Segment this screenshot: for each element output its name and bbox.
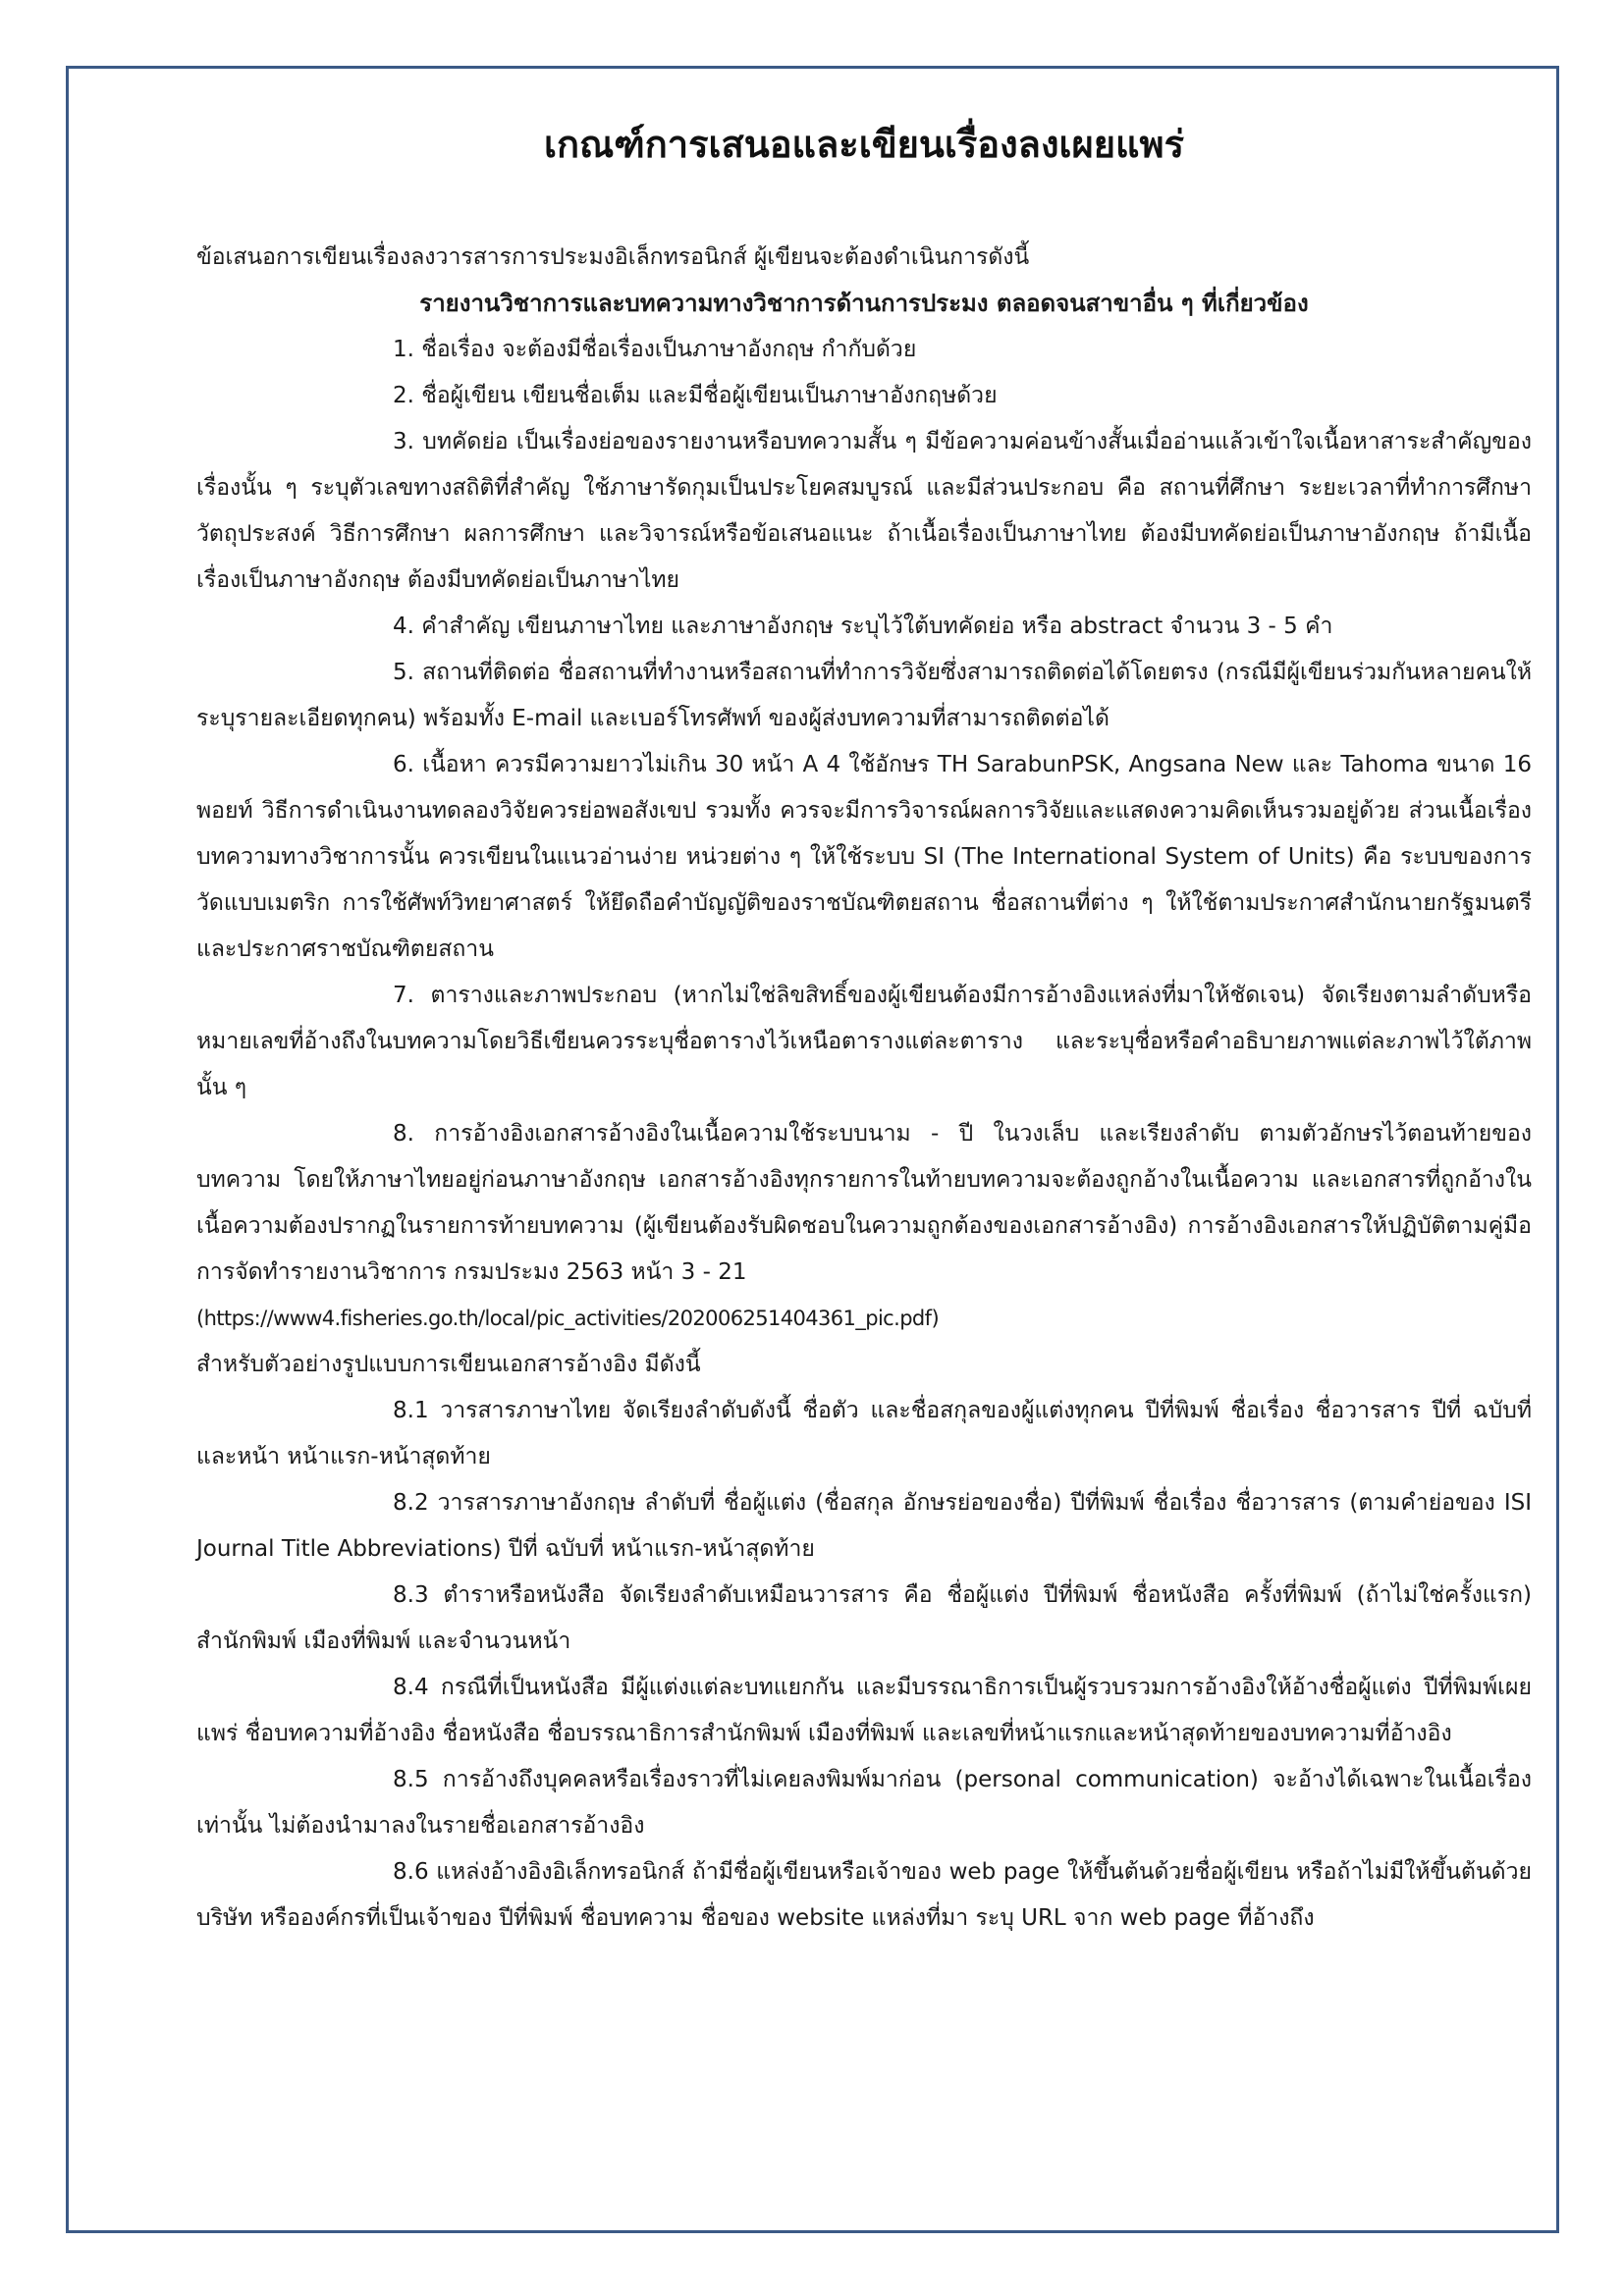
subitem-8-6: 8.6 แหล่งอ้างอิงอิเล็กทรอนิกส์ ถ้ามีชื่อผู้เขียนหรือเจ้าของ web page ให้ขึ้นต้นด้วยชื่อผู้เขียน หรือถ้าไม่มีให้ขึ้นต้นด้วยบริษัท หรือองค์กรที่เป็นเจ้าของ ปีที่พิมพ์ ชื่อบทความ ชื่อของ website แหล่งที่มา ระบุ URL จาก web page ที่อ้างถึง xyxy=(196,1859,1532,1931)
item-2: 2. ชื่อผู้เขียน เขียนชื่อเต็ม และมีชื่อผู้เขียนเป็นภาษาอังกฤษด้วย xyxy=(393,383,998,408)
item-3: 3. บทคัดย่อ เป็นเรื่องย่อของรายงานหรือบทความสั้น ๆ มีข้อความค่อนข้างสั้นเมื่ออ่านแล้วเข้าใจเนื้อหาสาระสำคัญของเรื่องนั้น ๆ ระบุตัวเลขทางสถิติที่สำคัญ ใช้ภาษารัดกุมเป็นประโยคสมบูรณ์ และมีส่วนประกอบ คือ สถานที่ศึกษา ระยะเวลาที่ทำการศึกษา วัตถุประสงค์ วิธีการศึกษา ผลการศึกษา และวิจารณ์หรือข้อเสนอแนะ ถ้าเนื้อเรื่องเป็นภาษาไทย ต้องมีบทคัดย่อเป็นภาษาอังกฤษ ถ้ามีเนื้อเรื่องเป็นภาษาอังกฤษ ต้องมีบทคัดย่อเป็นภาษาไทย xyxy=(196,429,1532,593)
examples-intro: สำหรับตัวอย่างรูปแบบการเขียนเอกสารอ้างอิง มีดังนี้ xyxy=(196,1352,701,1377)
item-1: 1. ชื่อเรื่อง จะต้องมีชื่อเรื่องเป็นภาษาอังกฤษ กำกับด้วย xyxy=(393,337,917,362)
intro-paragraph: ข้อเสนอการเขียนเรื่องลงวารสารการประมงอิเล็กทรอนิกส์ ผู้เขียนจะต้องดำเนินการดังนี้ xyxy=(196,244,1030,270)
page-title: เกณฑ์การเสนอและเขียนเรื่องลงเผยแพร่ xyxy=(543,123,1184,166)
item-7: 7. ตารางและภาพประกอบ (หากไม่ใช่ลิขสิทธิ์ของผู้เขียนต้องมีการอ้างอิงแหล่งที่มาให้ชัดเจน) จัดเรียงตามลำดับหรือหมายเลขที่อ้างถึงในบทความโดยวิธีเขียนควรระบุชื่อตารางไว้เหนือตารางแต่ละตาราง และระบุชื่อหรือคำอธิบายภาพแต่ละภาพไว้ใต้ภาพนั้น ๆ xyxy=(196,983,1532,1100)
item-6: 6. เนื้อหา ควรมีความยาวไม่เกิน 30 หน้า A 4 ใช้อักษร TH SarabunPSK, Angsana New และ Tahoma ขนาด 16 พอยท์ วิธีการดำเนินงานทดลองวิจัยควรย่อพอสังเขป รวมทั้ง ควรจะมีการวิจารณ์ผลการวิจัยและแสดงความคิดเห็นรวมอยู่ด้วย ส่วนเนื้อเรื่องบทความทางวิชาการนั้น ควรเขียนในแนวอ่านง่าย หน่วยต่าง ๆ ให้ใช้ระบบ SI (The International System of Units) คือ ระบบของการวัดแบบเมตริก การใช้ศัพท์วิทยาศาสตร์ ให้ยึดถือคำบัญญัติของราชบัณฑิตยสถาน ชื่อสถานที่ต่าง ๆ ให้ใช้ตามประกาศสำนักนายกรัฐมนตรีและประกาศราชบัณฑิตยสถาน xyxy=(196,752,1532,962)
subitem-8-5: 8.5 การอ้างถึงบุคคลหรือเรื่องราวที่ไม่เคยลงพิมพ์มาก่อน (personal communication) จะอ้างได้เฉพาะในเนื้อเรื่องเท่านั้น ไม่ต้องนำมาลงในรายชื่อเอกสารอ้างอิง xyxy=(196,1767,1532,1839)
subitem-8-3: 8.3 ตำราหรือหนังสือ จัดเรียงลำดับเหมือนวารสาร คือ ชื่อผู้แต่ง ปีที่พิมพ์ ชื่อหนังสือ ครั้งที่พิมพ์ (ถ้าไม่ใช่ครั้งแรก) สำนักพิมพ์ เมืองที่พิมพ์ และจำนวนหน้า xyxy=(196,1582,1532,1654)
reference-url: (https://www4.fisheries.go.th/local/pic_activities/202006251404361_pic.pdf) xyxy=(196,1307,940,1330)
item-5: 5. สถานที่ติดต่อ ชื่อสถานที่ทำงานหรือสถานที่ทำการวิจัยซึ่งสามารถติดต่อได้โดยตรง (กรณีมีผู้เขียนร่วมกันหลายคนให้ระบุรายละเอียดทุกคน) พร้อมทั้ง E-mail และเบอร์โทรศัพท์ ของผู้ส่งบทความที่สามารถติดต่อได้ xyxy=(196,660,1532,731)
subitem-8-1: 8.1 วารสารภาษาไทย จัดเรียงลำดับดังนี้ ชื่อตัว และชื่อสกุลของผู้แต่งทุกคน ปีที่พิมพ์ ชื่อเรื่อง ชื่อวารสาร ปีที่ ฉบับที่ และหน้า หน้าแรก-หน้าสุดท้าย xyxy=(196,1398,1532,1469)
subitem-8-2: 8.2 วารสารภาษาอังกฤษ ลำดับที่ ชื่อผู้แต่ง (ชื่อสกุล อักษรย่อของชื่อ) ปีที่พิมพ์ ชื่อเรื่อง ชื่อวารสาร (ตามคำย่อของ ISI Journal Title Abbreviations) ปีที่ ฉบับที่ หน้าแรก-หน้าสุดท้าย xyxy=(196,1490,1532,1562)
document-body xyxy=(196,113,1532,1942)
section-subheading: รายงานวิชาการและบทความทางวิชาการด้านการประมง ตลอดจนสาขาอื่น ๆ ที่เกี่ยวข้อง xyxy=(419,290,1309,317)
subitem-8-4: 8.4 กรณีที่เป็นหนังสือ มีผู้แต่งแต่ละบทแยกกัน และมีบรรณาธิการเป็นผู้รวบรวมการอ้างอิงให้อ้างชื่อผู้แต่ง ปีที่พิมพ์เผยแพร่ ชื่อบทความที่อ้างอิง ชื่อหนังสือ ชื่อบรรณาธิการสำนักพิมพ์ เมืองที่พิมพ์ และเลขที่หน้าแรกและหน้าสุดท้ายของบทความที่อ้างอิง xyxy=(196,1675,1532,1746)
item-8: 8. การอ้างอิงเอกสารอ้างอิงในเนื้อความใช้ระบบนาม - ปี ในวงเล็บ และเรียงลำดับ ตามตัวอักษรไว้ตอนท้ายของบทความ โดยให้ภาษาไทยอยู่ก่อนภาษาอังกฤษ เอกสารอ้างอิงทุกรายการในท้ายบทความจะต้องถูกอ้างในเนื้อความ และเอกสารที่ถูกอ้างในเนื้อความต้องปรากฏในรายการท้ายบทความ (ผู้เขียนต้องรับผิดชอบในความถูกต้องของเอกสารอ้างอิง) การอ้างอิงเอกสารให้ปฏิบัติตามคู่มือการจัดทำรายงานวิชาการ กรมประมง 2563 หน้า 3 - 21 xyxy=(196,1121,1532,1285)
item-4: 4. คำสำคัญ เขียนภาษาไทย และภาษาอังกฤษ ระบุไว้ใต้บทคัดย่อ หรือ abstract จำนวน 3 - 5 คำ xyxy=(393,614,1333,639)
